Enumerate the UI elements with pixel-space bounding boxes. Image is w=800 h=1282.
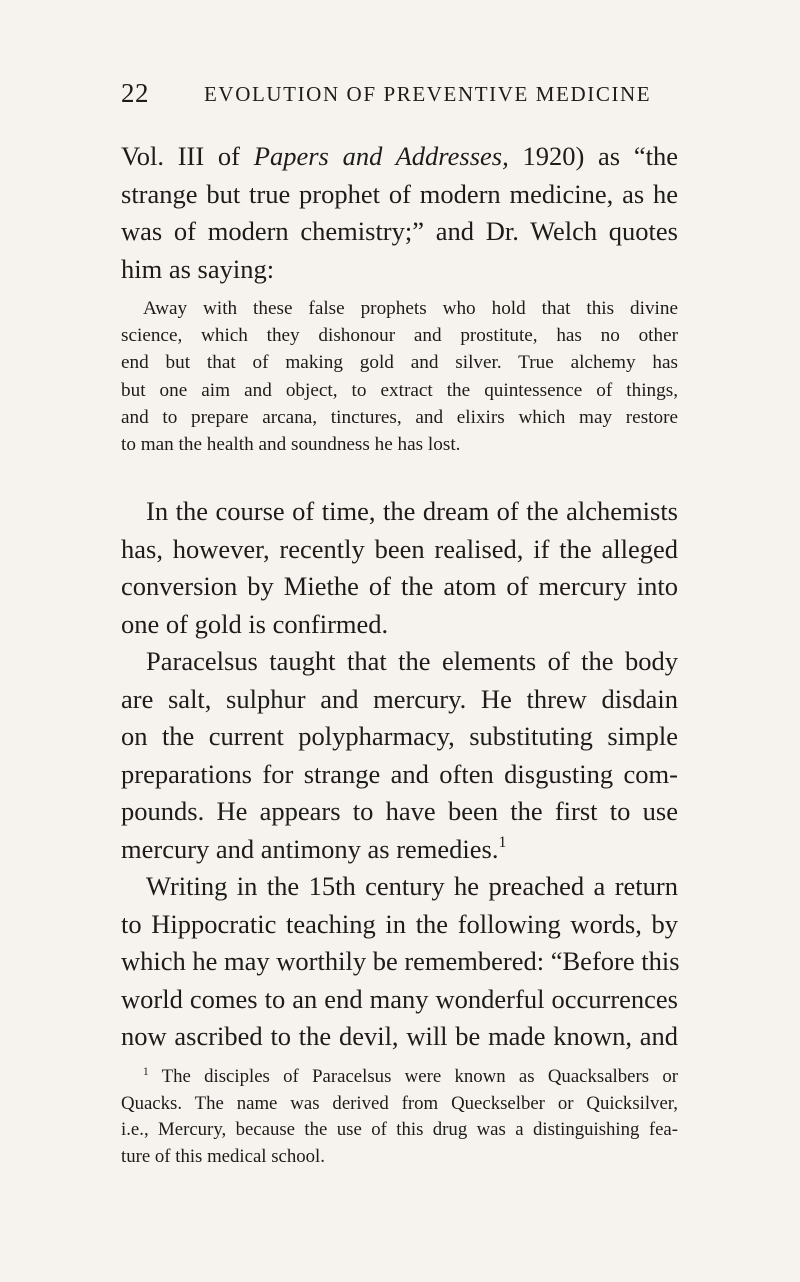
footnote-mark: 1 <box>143 1066 149 1079</box>
para-line: conversion by Miethe of the atom of mercury into <box>121 571 678 602</box>
para-line: In the course of time, the dream of the alchemists <box>146 496 678 526</box>
para-line: on the current polypharmacy, substituting simple <box>121 721 678 752</box>
intro-line-2: strange but true prophet of modern medicine, as he <box>121 178 678 209</box>
intro-text: Vol. III of <box>121 141 254 171</box>
running-head <box>121 78 681 110</box>
quote-line: and to prepare arcana, tinctures, and elixirs which may restore <box>121 406 678 428</box>
intro-line-3: was of modern chemistry;” and Dr. Welch quotes <box>121 216 678 247</box>
intro-line-1 <box>121 138 678 176</box>
para-line: world comes to an end many wonderful occurrences <box>121 983 678 1014</box>
para-line: are salt, sulphur and mercury. He threw disdain <box>121 683 678 714</box>
paragraph-alchemists <box>121 493 678 643</box>
paragraph-hippocratic <box>121 868 678 1056</box>
footnote-line <box>121 1064 678 1091</box>
para-line: Paracelsus taught that the elements of the body <box>146 646 678 676</box>
para-text: mercury and antimony as remedies. <box>121 833 499 864</box>
block-quote <box>121 295 678 458</box>
para-line: Writing in the 15th century he preached a return <box>146 871 678 901</box>
running-title: EVOLUTION OF PREVENTIVE MEDICINE <box>204 82 652 106</box>
footnote-line: Quacks. The name was derived from Queckselber or Quicksilver, <box>121 1092 678 1114</box>
para-line: preparations for strange and often disgusting com- <box>121 758 678 789</box>
footnote <box>121 1064 678 1170</box>
intro-paragraph <box>121 138 678 288</box>
quote-line: science, which they dishonour and prostitute, has no other <box>121 325 678 347</box>
para-line: pounds. He appears to have been the first to use <box>121 796 678 827</box>
para-line: one of gold is confirmed. <box>121 608 389 639</box>
book-title: Papers and Addresses, <box>253 141 509 171</box>
quote-line: end but that of making gold and silver. True alchemy has <box>121 352 678 374</box>
footnote-text: The disciples of Paracelsus were known as Quacksalbers or <box>148 1066 678 1087</box>
para-line: now ascribed to the devil, will be made known, and <box>121 1021 678 1052</box>
quote-line: to man the health and soundness he has lost. <box>121 434 461 456</box>
footnote-line: i.e., Mercury, because the use of this drug was a distinguishing fea- <box>121 1119 678 1140</box>
footnote-reference: 1 <box>498 833 507 851</box>
para-line: which he may worthily be remembered: “Before this <box>121 946 680 977</box>
para-line <box>121 831 678 869</box>
page-number: 22 <box>121 78 149 108</box>
quote-line: but one aim and object, to extract the quintessence of things, <box>121 379 678 401</box>
paragraph-paracelsus <box>121 643 678 869</box>
para-line: has, however, recently been realised, if the alleged <box>121 533 678 564</box>
quote-line: Away with these false prophets who hold that this divine <box>143 298 678 319</box>
footnote-line: ture of this medical school. <box>121 1145 325 1167</box>
para-line: to Hippocratic teaching in the following words, by <box>121 908 678 939</box>
intro-text: 1920) as “the <box>508 141 678 171</box>
intro-line-4: him as saying: <box>121 253 275 284</box>
